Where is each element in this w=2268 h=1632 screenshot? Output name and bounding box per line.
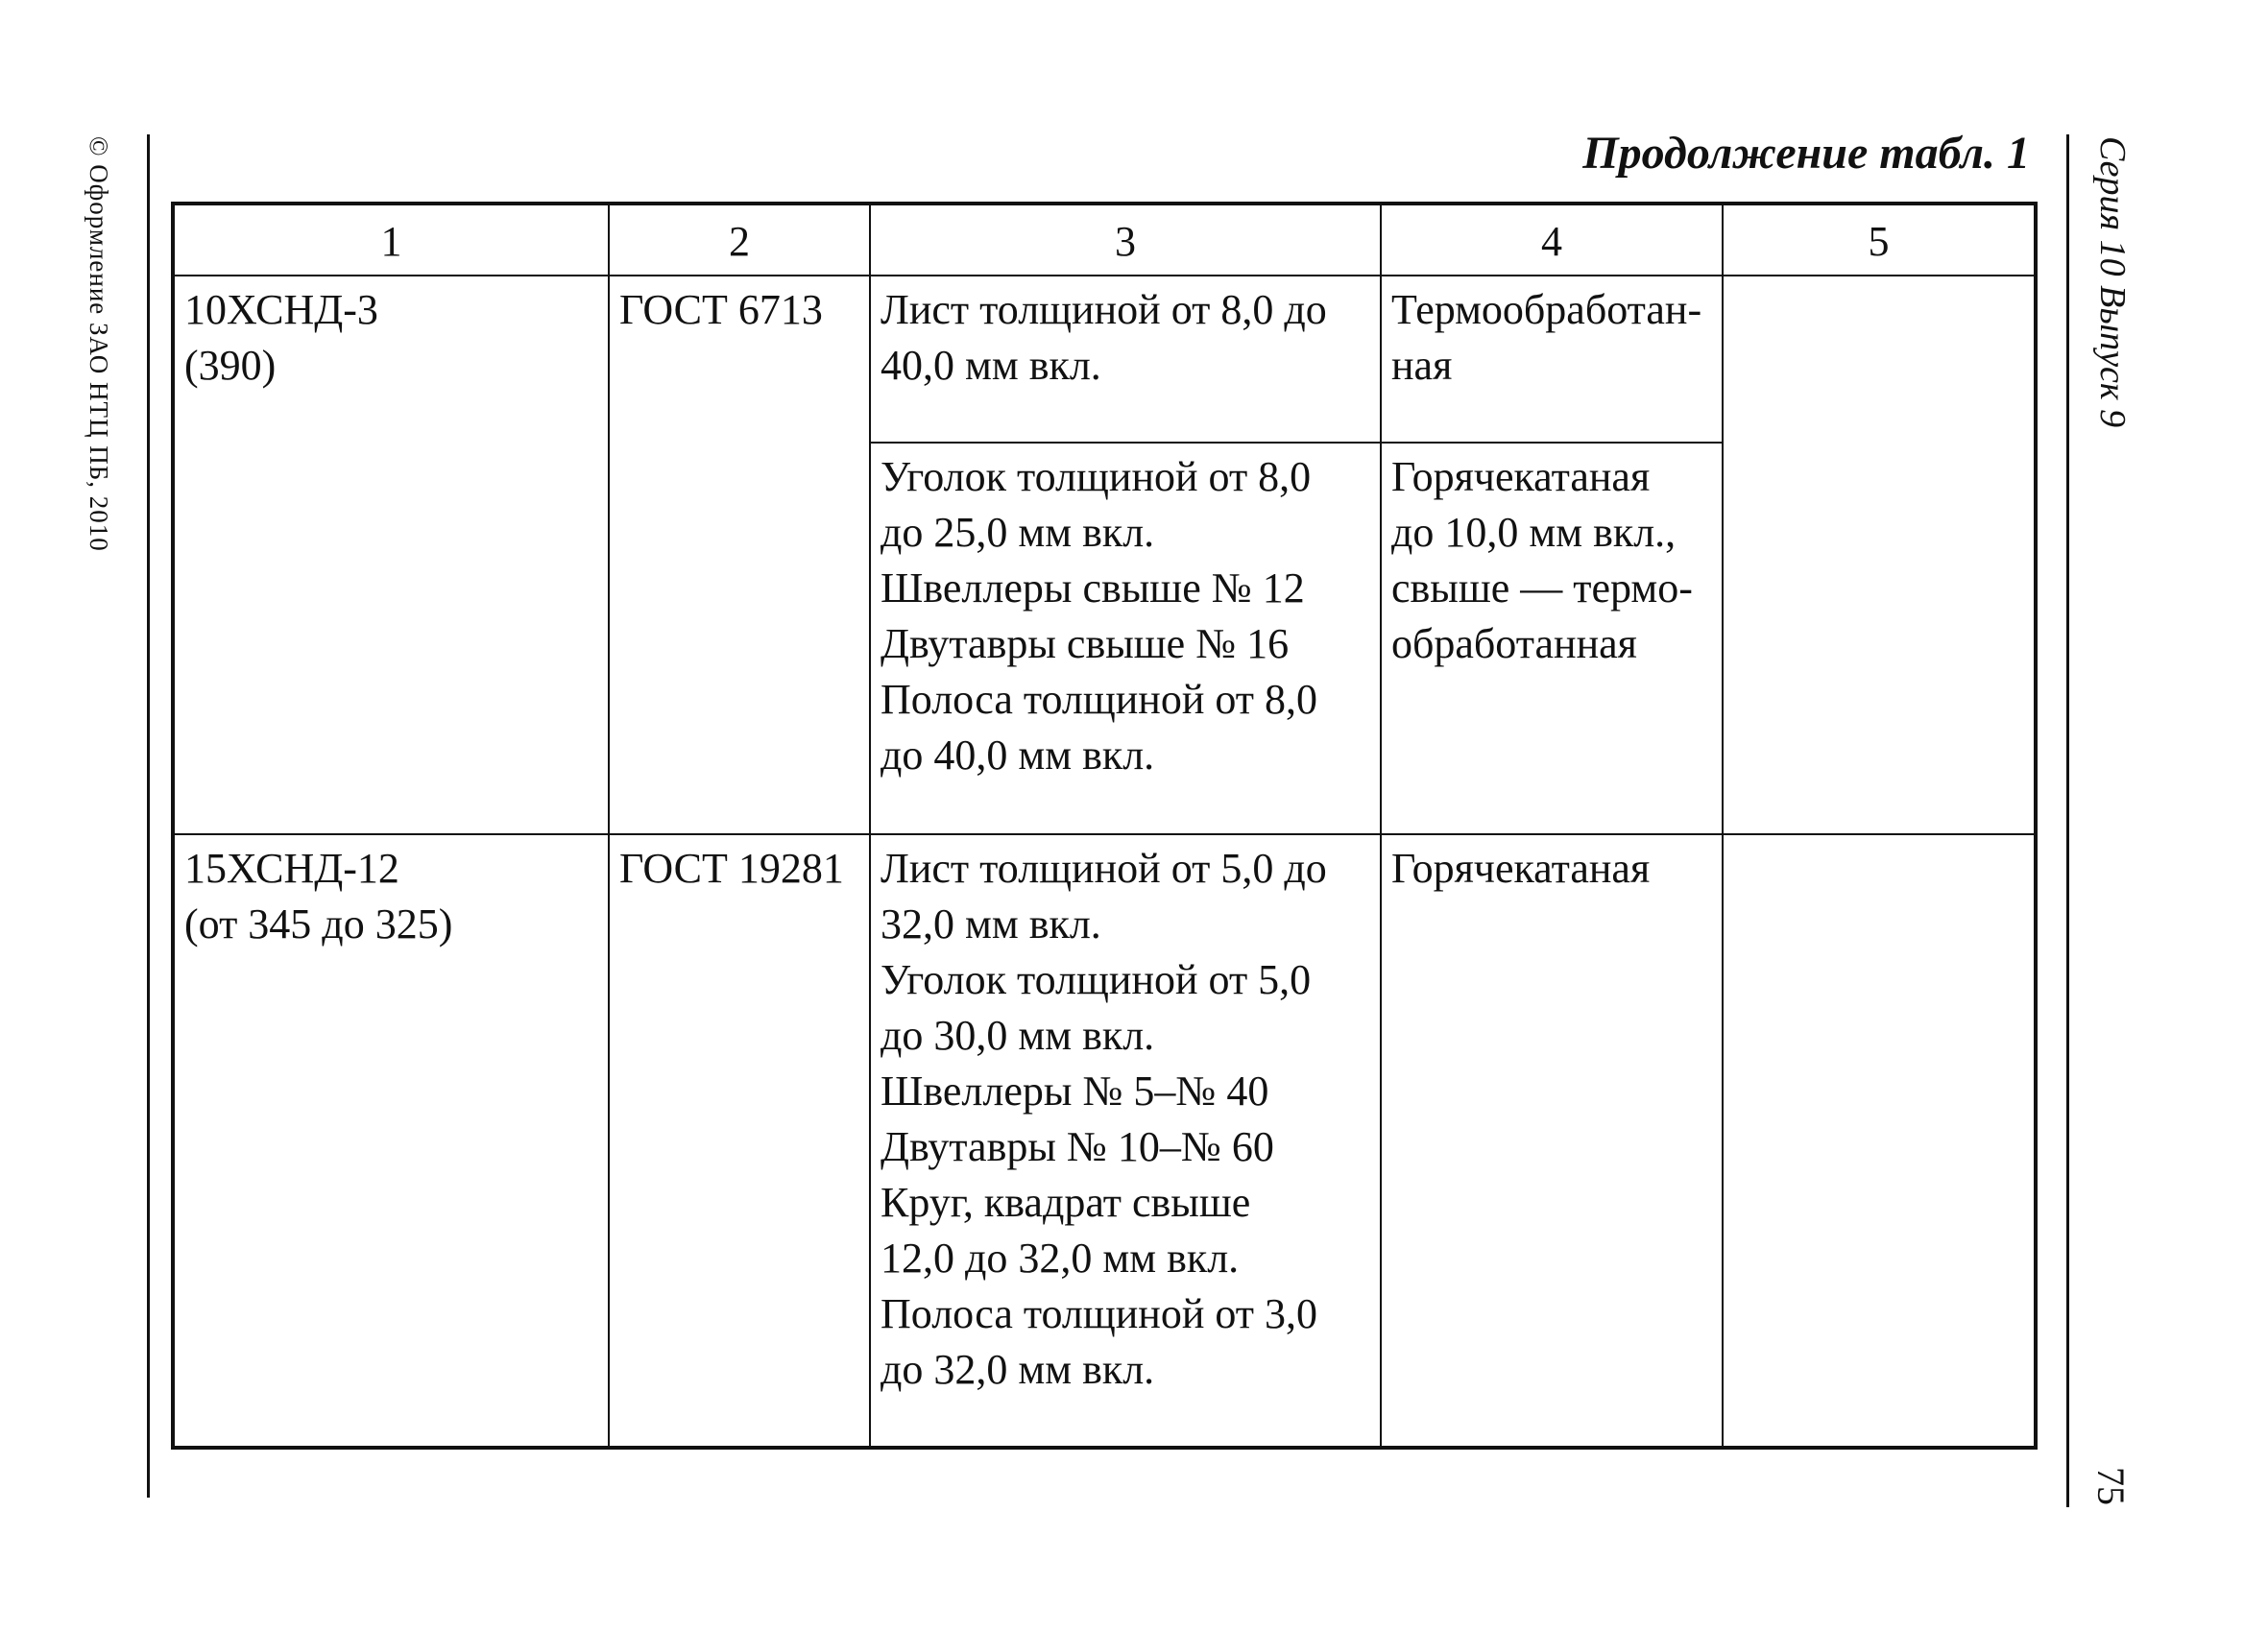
- condition-text: Горячекатаная до 10,0 мм вкл., свыше — термо- обработанная: [1391, 453, 1693, 667]
- column-header: 5: [1723, 204, 2036, 276]
- column5-cell: [1723, 276, 2036, 834]
- table-row: [173, 834, 2036, 1448]
- standard-cell: ГОСТ 19281: [609, 834, 870, 1448]
- product-cell: [870, 443, 1381, 834]
- product-cell: [870, 834, 1381, 1448]
- standard-cell: ГОСТ 6713: [609, 276, 870, 834]
- condition-text: Термообработан- ная: [1391, 286, 1702, 389]
- table-header-row: [173, 204, 2036, 276]
- grade-text: 10ХСНД-3 (390): [184, 286, 378, 389]
- product-text: Лист толщиной от 8,0 до 40,0 мм вкл.: [881, 286, 1327, 389]
- condition-cell: [1381, 276, 1723, 443]
- table-continuation-title: Продолжение табл. 1: [1582, 128, 2030, 179]
- column-header: 1: [173, 204, 609, 276]
- column5-cell: [1723, 834, 2036, 1448]
- product-text: Уголок толщиной от 8,0 до 25,0 мм вкл. Швеллеры свыше № 12 Двутавры свыше № 16 Полоса толщиной от 8,0 до 40,0 мм вкл.: [881, 453, 1318, 779]
- copyright-note: © Оформление ЗАО НТЦ ПБ, 2010: [84, 136, 113, 552]
- steel-grades-table: [171, 202, 2038, 1450]
- left-margin-rule: [147, 134, 150, 1498]
- condition-cell: [1381, 443, 1723, 834]
- condition-cell: Горячекатаная: [1381, 834, 1723, 1448]
- grade-cell: [173, 834, 609, 1448]
- product-cell: [870, 276, 1381, 443]
- column-header: 2: [609, 204, 870, 276]
- column-header: 4: [1381, 204, 1723, 276]
- grade-text: 15ХСНД-12 (от 345 до 325): [184, 845, 453, 948]
- product-text: Лист толщиной от 5,0 до 32,0 мм вкл. Уголок толщиной от 5,0 до 30,0 мм вкл. Швеллеры № 5–№ 40 Двутавры № 10–№ 60 Круг, квадрат свыше 12,0 до 32,0 мм вкл. Полоса толщиной от 3,0 до 32,0 мм вкл.: [881, 845, 1327, 1393]
- right-margin-rule: [2066, 134, 2069, 1507]
- table-row: [173, 276, 2036, 443]
- series-issue-label: Серия 10 Выпуск 9: [2092, 136, 2133, 428]
- grade-cell: [173, 276, 609, 834]
- column-header: 3: [870, 204, 1381, 276]
- page-number: 75: [2089, 1467, 2133, 1505]
